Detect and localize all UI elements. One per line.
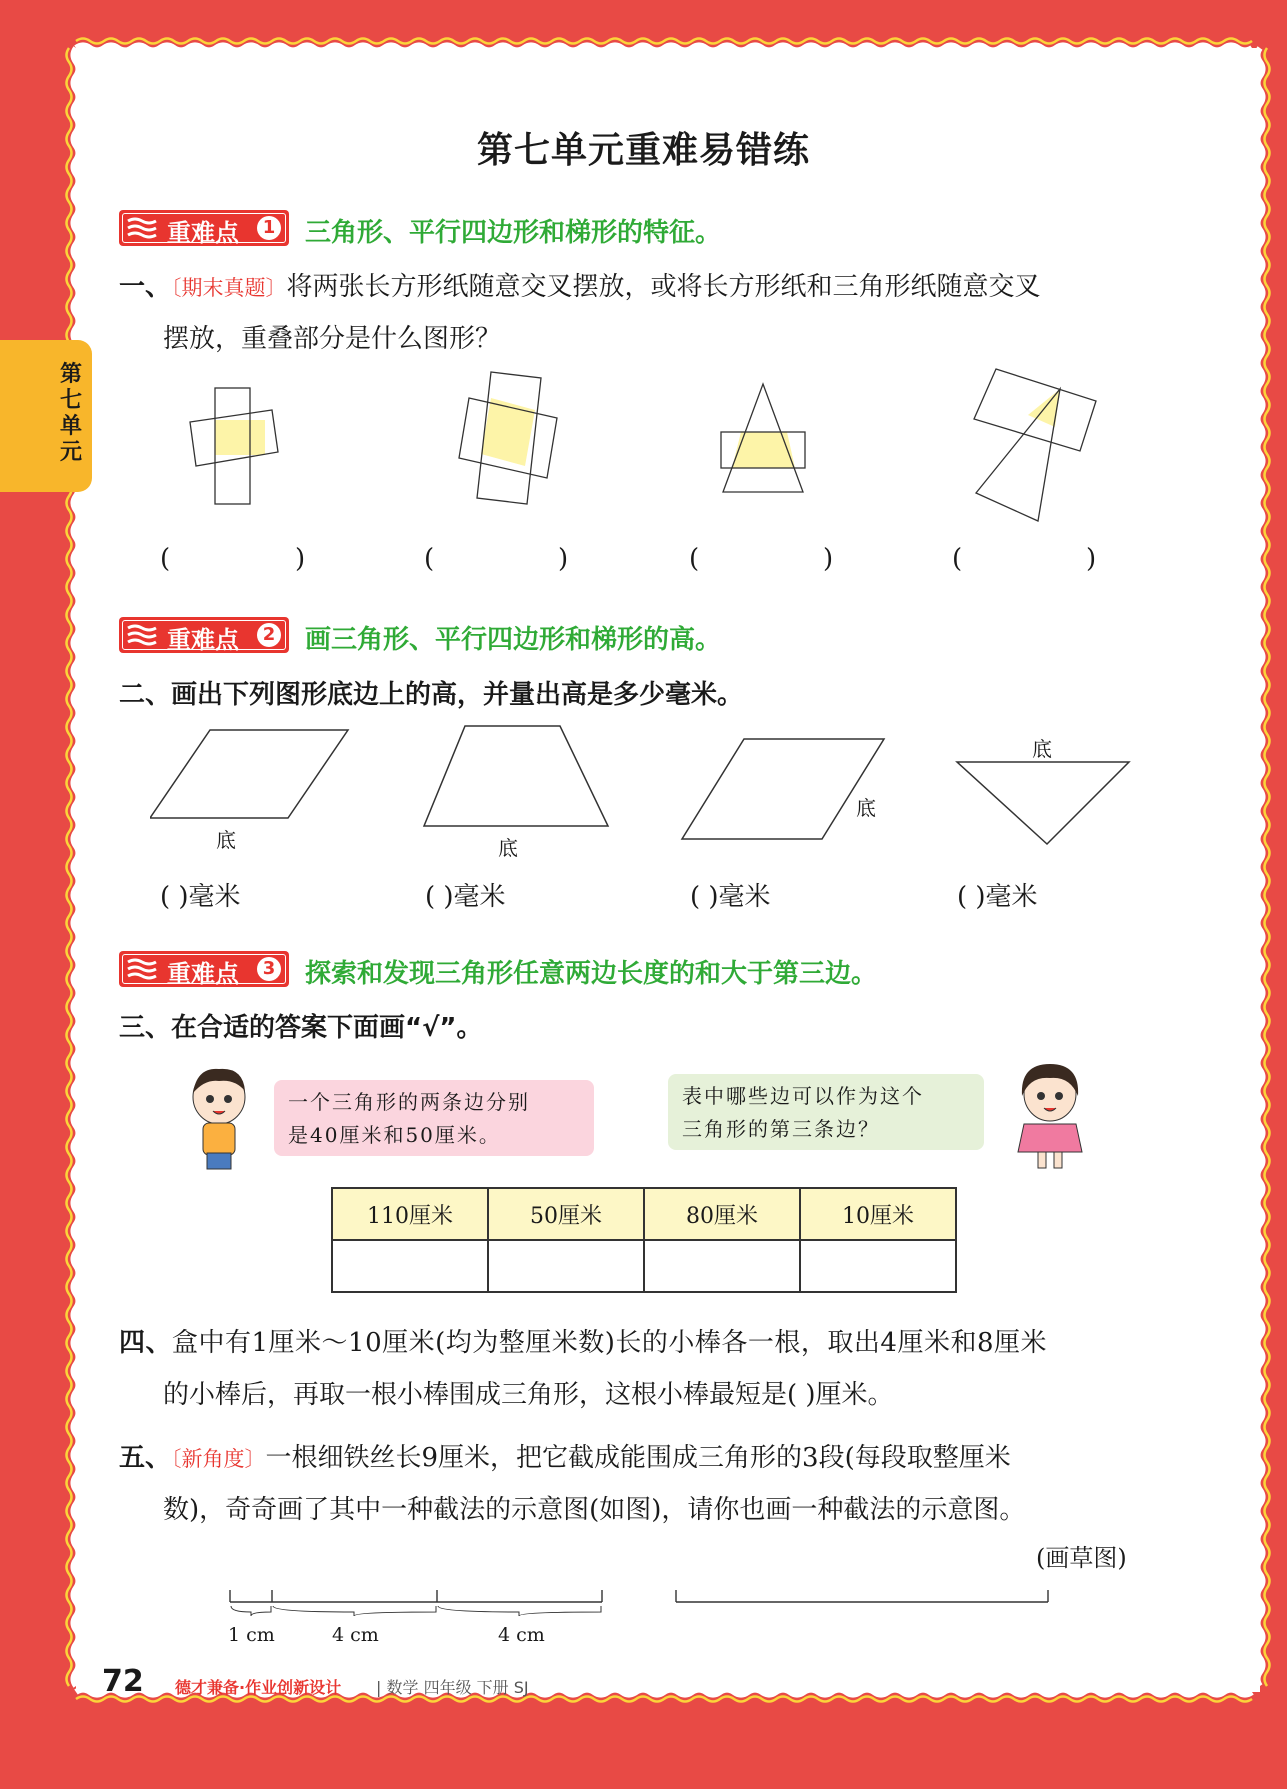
base-label-3: 底 [856, 796, 876, 820]
girl-illustration [1010, 1060, 1090, 1172]
question-5-line-1 [119, 1437, 1011, 1474]
question-number: 四、 [119, 1328, 173, 1358]
answer-2-close: ) [558, 544, 569, 574]
bubble-right-line-1: 表中哪些边可以作为这个 [682, 1084, 924, 1108]
base-label-2: 底 [498, 836, 518, 860]
brace-3 [438, 1606, 601, 1616]
boy-illustration [183, 1065, 255, 1175]
key-point-label: 重难点 [167, 626, 239, 654]
question-text: 盒中有1厘米～10厘米(均为整厘米数)长的小棒各一根，取出4厘米和8厘米 [172, 1328, 1048, 1358]
wire-segment-diagram [222, 1580, 612, 1630]
question-1-line-2: 摆放，重叠部分是什么图形？ [163, 324, 502, 354]
table-header-cell: 50厘米 [488, 1188, 644, 1240]
table-header-cell: 110厘米 [332, 1188, 488, 1240]
answer-1-close: ) [295, 544, 306, 574]
answer-1-open: ( [160, 544, 171, 574]
key-point-text: 探索和发现三角形任意两边长度的和大于第三边。 [305, 959, 878, 989]
answer-3-close: ) [823, 544, 834, 574]
question-number: 一、 [119, 272, 172, 302]
footer-info: | 数学 四年级 下册 SJ [376, 1678, 529, 1697]
key-point-number: 3 [257, 957, 281, 981]
wave-stripes-icon [127, 624, 157, 646]
brace-2 [273, 1606, 436, 1616]
question-2-text: 二、画出下列图形底边上的高，并量出高是多少毫米。 [119, 680, 744, 710]
brace-1 [231, 1606, 271, 1616]
base-label-1: 底 [216, 828, 236, 852]
figure-trapezoid [420, 722, 620, 832]
unit-side-tab-text: 第七单元 [59, 362, 82, 465]
figure-rectangle-triangle-1 [715, 380, 815, 500]
answer-3-open: ( [689, 544, 700, 574]
wave-stripes-icon [127, 958, 157, 980]
table-answer-cell[interactable] [332, 1240, 488, 1292]
wave-stripes-icon [127, 217, 157, 239]
key-point-3 [119, 951, 1019, 987]
bubble-left-line-1: 一个三角形的两条边分别 [288, 1090, 530, 1114]
question-4-line-2: 的小棒后，再取一根小棒围成三角形，这根小棒最短是( )厘米。 [163, 1380, 894, 1410]
answer-4-close: ) [1086, 544, 1097, 574]
question-number: 五、 [119, 1443, 172, 1473]
key-point-text: 三角形、平行四边形和梯形的特征。 [305, 218, 722, 248]
key-point-text: 画三角形、平行四边形和梯形的高。 [305, 625, 722, 655]
figure-parallelogram-2 [680, 735, 890, 845]
key-point-label: 重难点 [167, 960, 239, 988]
key-point-2 [119, 617, 819, 653]
table-answer-cell[interactable] [488, 1240, 644, 1292]
question-5-line-2: 数)，奇奇画了其中一种截法的示意图(如图)，请你也画一种截法的示意图。 [163, 1495, 1026, 1525]
question-1-line-1 [119, 266, 1041, 303]
figure-two-rectangles-1 [180, 370, 300, 510]
key-point-badge [119, 951, 289, 987]
question-text: 一根细铁丝长9厘米，把它截成能围成三角形的3段(每段取整厘米 [265, 1443, 1011, 1473]
segment-label-2: 4 cm [332, 1624, 379, 1646]
answer-table [331, 1187, 957, 1293]
question-4-line-1 [119, 1322, 1047, 1359]
figure-two-rectangles-2 [455, 368, 575, 508]
q2-answer-4: ( )毫米 [957, 882, 1038, 912]
segment-label-1: 1 cm [228, 1624, 275, 1646]
bubble-left-line-2: 是40厘米和50厘米。 [288, 1123, 501, 1147]
page-title: 第七单元重难易错练 [476, 130, 810, 171]
table-header-cell: 10厘米 [800, 1188, 956, 1240]
q2-answer-1: ( )毫米 [160, 882, 241, 912]
segment-label-3: 4 cm [498, 1624, 545, 1646]
key-point-number: 1 [257, 216, 281, 240]
key-point-1 [119, 210, 819, 246]
key-point-badge [119, 210, 289, 246]
question-tag: 〔期末真题〕 [171, 276, 287, 300]
figure-triangle [955, 758, 1135, 858]
table-answer-cell[interactable] [644, 1240, 800, 1292]
answer-4-open: ( [952, 544, 963, 574]
key-point-label: 重难点 [167, 219, 239, 247]
page-number: 72 [102, 1664, 144, 1699]
speech-bubble-right [668, 1074, 984, 1150]
sketch-label: (画草图) [1036, 1544, 1127, 1572]
figure-rectangle-triangle-2 [970, 365, 1100, 525]
key-point-number: 2 [257, 623, 281, 647]
footer-brand: 德才兼备·作业创新设计 [175, 1678, 342, 1697]
question-tag: 〔新角度〕 [171, 1447, 266, 1471]
question-text: 将两张长方形纸随意交叉摆放，或将长方形纸和三角形纸随意交叉 [286, 272, 1041, 302]
q2-answer-3: ( )毫米 [690, 882, 771, 912]
sketch-answer-line[interactable] [672, 1586, 1052, 1606]
bubble-right-line-2: 三角形的第三条边？ [682, 1117, 880, 1141]
base-label-4: 底 [1032, 737, 1052, 761]
figure-parallelogram-1 [150, 720, 360, 840]
table-header-cell: 80厘米 [644, 1188, 800, 1240]
table-answer-cell[interactable] [800, 1240, 956, 1292]
answer-2-open: ( [424, 544, 435, 574]
key-point-badge [119, 617, 289, 653]
question-3-text: 三、在合适的答案下面画“√”。 [119, 1013, 483, 1043]
speech-bubble-left [274, 1080, 594, 1156]
q2-answer-2: ( )毫米 [425, 882, 506, 912]
